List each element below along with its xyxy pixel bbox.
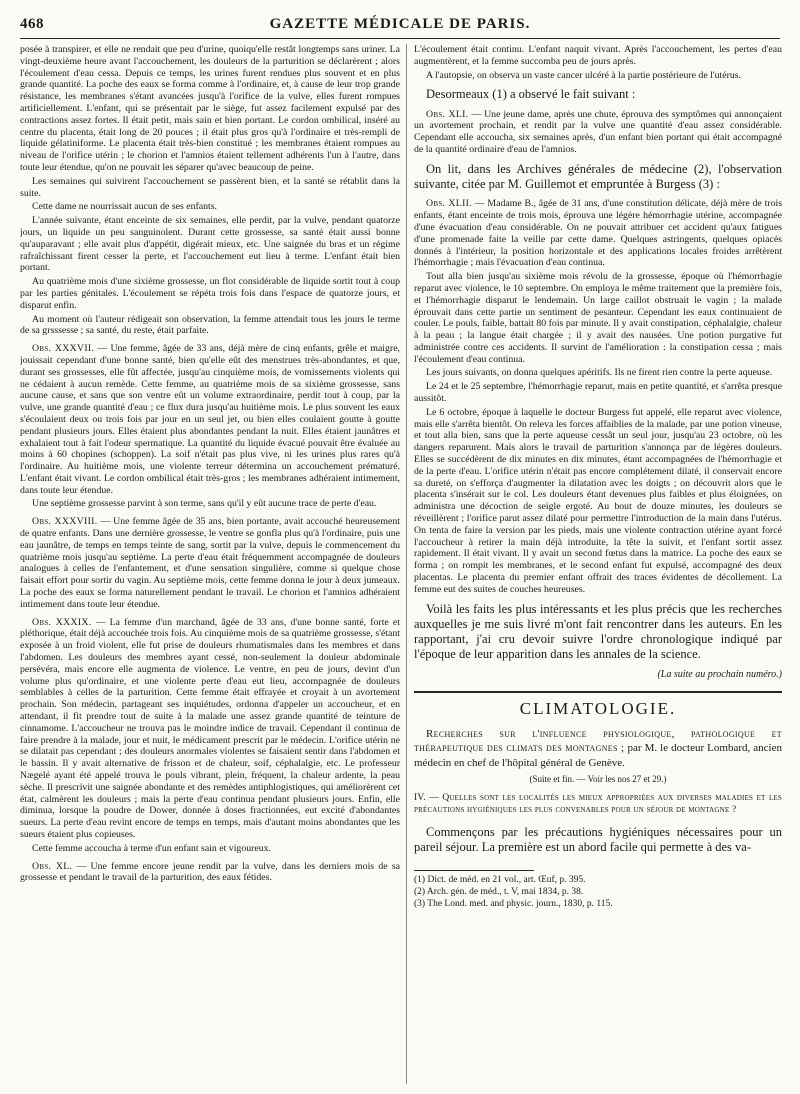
observation-text: Une septième grossesse parvint à son terme, sans qu'il y eût aucune trace de perte d'eau. xyxy=(32,498,377,510)
observation-text: — Une jeune dame, après une chute, éprouva des symptômes qui annonçaient un avortement prochain, et rendit par la vulve une quantité d'eau assez considérable. Cependant elle accoucha, six semaines après, d'un enfant bien portant qui était accompagné de la quantité ordinaire d'eau de l'amnios. xyxy=(414,108,782,156)
archives-intro: On lit, dans les Archives générales de médecine (2), l'observation suivante, citée par M. Guillemot et empruntée à Burgess (3) : xyxy=(414,161,782,192)
observation-text: — Madame B., âgée de 31 ans, d'une constitution délicate, déjà mère de trois enfants, étant enceinte de trois mois, éprouva une légère hémorrhagie utérine, accompagnée d'une évacuation d'eau considérable. On ne pouvait attribuer cet accident qu'aux fatigues d'une promenade faite la veille par cette dame. Quelques astringents, quelques opiacés donnés à l'intérieur, la position horizontale et des applications locales froides arrêtèrent l'hémorrhagie ; mais l'évacuation d'eau continua. xyxy=(414,198,782,269)
article-title-smallcaps: Recherches sur l'influence physiologique, pathologique et thérapeutique des climats des montagnes ; xyxy=(414,728,782,755)
footnote-rule xyxy=(414,870,534,871)
observation-continuation xyxy=(20,843,400,855)
paragraph: Le 24 et le 25 septembre, l'hémorrhagie reparut, mais en petite quantité, et s'arrêta presque aussitôt. xyxy=(414,381,782,405)
paragraph: Le 6 octobre, époque à laquelle le docteur Burgess fut appelé, elle reparut avec violence, mais elle s'arrêta bientôt. On releva les forces affaiblies de la malade, par une potion vineuse, et tout alla bien, sans que la perte aqueuse cessât un seul jour, jusqu'au 23 octobre, où les dangers reparurent. Mais alors le travail de parturition s'annonça par de légères douleurs. Elles se succédèrent de dix minutes en dix minutes, étant accompagnées de l'hémorrhagie et de la perte d'eau. L'orifice utérin n'était pas encore complétement dilaté, il conservait encore sa dureté, on s'efforça d'augmenter la dilatation avec les doigts ; on découvrit alors que le placenta s'insérait sur le col. Les douleurs étant devenues plus faibles et plus éloignées, on administra une décoction de seigle ergoté. Au bout de douze minutes, les douleurs se réveillèrent ; l'orifice parut assez dilaté pour permettre l'introduction de la main dans l'utérus. On tenta de faire la version par les pieds, mais une violente contraction utérine ayant forcé l'accoucheur à retirer la main déjà introduite, la tête la suivit, et l'enfant sortit assez rapidement. Il était vivant. Il y avait un second fœtus dans la matrice. La poche des eaux se forma ; on rompit les membranes, et le second enfant fut expulsé, accompagné des deux placentas. Le placenta du premier enfant offrait des traces évidentes de décollement. La femme eut des suites de couches heureuses. xyxy=(414,406,782,595)
paragraph: Tout alla bien jusqu'au sixième mois révolu de la grossesse, époque où l'hémorrhagie reparut avec violence, le 10 septembre. On employa le même traitement que la première fois, et l'hémorrhagie disparut le lendemain. Un large caillot obstruait le vagin ; la malade éprouvait dans cette partie un sentiment de pesanteur. Cependant les eaux continuaient de couler. Le pouls, faible, battait 80 fois par minute. Il y avait constipation, céphalalgie, chaleur à la peau ; la langue était chargée ; il y avait des nausées. Une potion purgative fut administrée contre ces accidents. Il survint de l'amélioration : la constipation cessa ; mais l'écoulement d'eau continua. xyxy=(414,271,782,365)
observation-xxxvii xyxy=(20,343,400,496)
section-title: CLIMATOLOGIE. xyxy=(519,698,677,718)
observation-label: Obs. XXXIX. xyxy=(32,616,92,628)
column-divider xyxy=(406,44,407,1084)
observation-continuation xyxy=(20,498,400,510)
paragraph: Au moment où l'auteur rédigeait son observation, la femme attendait tous les jours le terme de sa grsssesse ; sa santé, du reste, était parfaite. xyxy=(20,313,400,337)
conclusion-paragraph: Voilà les faits les plus intéressants et les plus précis que les recherches auxquelles je me suis livré m'ont fait rencontrer dans les auteurs. En les rapportant, j'ai cru devoir suivre l'ordre chronologique indiqué par l'époque de leur apparition dans les annales de la science. xyxy=(414,601,782,662)
footnote: (3) The Lond. med. and physic. journ., 1830, p. 115. xyxy=(414,898,613,909)
observation-xlii xyxy=(414,198,782,269)
observation-label: Obs. XLI. xyxy=(426,108,469,120)
observation-text: — Une femme encore jeune rendit par la vulve, dans les derniers mois de sa grossesse et pendant le travail de la parturition, des eaux fétides. xyxy=(20,860,400,884)
paragraph: L'écoulement était continu. L'enfant naquit vivant. Après l'accouchement, les pertes d'eau augmentèrent, et la femme succomba peu de jours après. xyxy=(414,44,782,67)
paragraph: Les jours suivants, on donna quelques apéritifs. Ils ne firent rien contre la perte aqueuse. xyxy=(426,367,773,379)
paragraph: Cette dame ne nourrissait aucun de ses enfants. xyxy=(32,201,217,213)
page-number: 468 xyxy=(20,16,44,32)
paragraph: Les semaines qui suivirent l'accouchement se passèrent bien, et la santé se rétablit dans la suite. xyxy=(20,175,400,199)
observation-xxxviii xyxy=(20,516,400,610)
observation-label: Obs. XXXVII. xyxy=(32,343,95,355)
to-be-continued-note: (La suite au prochain numéro.) xyxy=(657,668,782,680)
footnote: (1) Dict. de méd. en 21 vol., art. Œuf, p. 395. xyxy=(414,874,586,885)
left-column xyxy=(20,44,400,1084)
observation-text: — Une femme, âgée de 33 ans, déjà mère de cinq enfants, grêle et maigre, jouissait cependant d'une bonne santé, bien qu'elle eût des menstrues très-abondantes, et que, durant ses grossesses, elle fût affectée, jusqu'au cinquième mois, de vomissements violents qui ne cédaient à aucun remède. Cette femme, au quatrième mois de sa sixième grossesse, sans aucune cause, et sans que son ventre eût un volume extraordinaire, perdit tout à coup, par la vulve, une grande quantité d'eau ; ce flux dura jusqu'au huitième mois. Le plus souvent les eaux s'écoulaient deux ou trois fois par jour en un seul jet, ou bien elles coulaient goutte à goutte pendant plusieurs jours. Elles étaient plus abondantes pendant la nuit. Elles étaient jaunâtres et exhalaient tout à fait l'odeur spermatique. La quantité du liquide évacué pouvait être évaluée au moins à 60 chopines (schoppen). La soif n'était pas plus vive, ni les urines plus rares qu'à l'ordinaire. Au huitième mois, une violente terreur détermina un accouchement prématuré. L'enfant était vivant. Le cordon ombilical était très-gros ; les membranes adhéraient intimement, dans toute leur étendue. xyxy=(20,343,400,496)
subsection-heading: IV. — Quelles sont les localités les mieux appropriées aux diverses maladies et les précautions hygiéniques les plus convenables pour un séjour de montagne ? xyxy=(414,792,782,815)
right-column xyxy=(414,44,782,1084)
paragraph: L'année suivante, étant enceinte de six semaines, elle perdit, par la vulve, pendant quatorze jours, un liquide un peu sanguinolent. Durant cette grossesse, sa santé était aussi bonne qu'auparavant ; elle avait plus d'appétit, digérait mieux, etc. Une saignée du bras et un régime rafraîchissant firent cesser la perte, et l'accouchement eut lieu à terme. L'enfant était bien portant. xyxy=(20,215,400,274)
journal-title: GAZETTE MÉDICALE DE PARIS. xyxy=(269,16,531,32)
article-title xyxy=(414,727,782,770)
series-note: (Suite et fin. — Voir les nos 27 et 29.) xyxy=(529,774,667,785)
paragraph: Au quatrième mois d'une sixième grossesse, un flot considérable de liquide sortit tout à coup par les parties génitales. L'écoulement se répéta trois fois dans l'espace de quatorze jours, et disparut enfin. xyxy=(20,276,400,311)
observation-label: Obs. XLII. xyxy=(426,198,472,210)
observation-text: — La femme d'un marchand, âgée de 33 ans, d'une bonne santé, forte et pléthorique, était déjà accouchée trois fois. Au cinquième mois de sa quatrième grossesse, s'étant exposée à un froid violent, elle fut prise de douleurs rhumatismales dans les membres et dans l'abdomen. Les douleurs des membres ayant cessé, non-seulement la douleur abdominale persévéra, mais encore elle augmenta de violence. Le ventre, en peu de jours, devint d'un volume plus qu'ordinaire, et une violente perte d'eau eut lieu, accompagnée de douleurs semblables à celles de la parturition. Cette femme était effrayée et croyait à un avortement prochain. Son médecin, partageant ses inquiétudes, ordonna d'appeler un accoucheur, et en attendant, il fit prendre tout de suite à la malade une assez grande quantité de teinture de cinnamome. L'accoucheur ne trouva pas le moindre indice de travail. Cependant il continua de faire prendre à la malade, jour et nuit, le médicament prescrit par le médecin. L'orifice utérin ne se dilatait pas cependant ; des douleurs anormales violentes se faisaient sentir dans l'abdomen et le bassin. Il y avait alternative de frisson et de chaleur, soif, céphalalgie, etc. Le professeur Nægelé ayant été appelé trouva le pouls vibrant, plein, fréquent, la chaleur ardente, la peau sèche. Il prescrivit une saignée abondante et des remèdes antiphlogistiques, qui améliorèrent cet état, calmèrent les douleurs ; mais la perte d'eau continua pendant plusieurs jours. Enfin, elle diminua, lorsque la poudre de Dower, donnée à doses fractionnées, eut excité d'abondantes sueurs. La perte d'eau revint encore de temps en temps, mais d'autant moins abondantes que les sueurs étaient plus copieuses. xyxy=(20,616,400,840)
paragraph: posée à transpirer, et elle ne rendait que peu d'urine, quoiqu'elle restât longtemps sans uriner. La vingt-deuxième heure avant l'accouchement, les douleurs de la parturition se déclarèrent ; alors l'écoulement d'eau cessa. Depuis ce temps, les urines furent rendues plus souvent et en plus grande quantité. La poche des eaux se forma comme à l'ordinaire, et, à cause de leur trop grande résistance, les membranes s'étant avancées jusqu'à l'orifice de la vulve, elles furent rompues artificiellement. L'enfant, qui se présentait par le siège, fut assez facilement expulsé par des contractions assez fortes. Il était petit, mais sain et bien portant. Le cordon ombilical, inséré au centre du placenta, était long de 20 pouces ; il était plus gros qu'à l'ordinaire et très-rempli de liquide gélatiniforme. Le placenta était très-bien constitué ; les membranes étaient rompues au niveau de l'orifice utérin ; le chorion et l'amnios étaient tellement adhérents l'un à l'autre, dans toute leur étendue, qu'on ne pouvait les séparer qu'avec beaucoup de peine. xyxy=(20,44,400,173)
observation-xxxix xyxy=(20,617,400,841)
section-rule xyxy=(414,691,782,693)
observation-xli xyxy=(414,109,782,156)
footnote: (2) Arch. gén. de méd., t. V, mai 1834, p. 38. xyxy=(414,886,584,897)
paragraph: A l'autopsie, on observa un vaste cancer ulcéré à la partie postérieure de l'utérus. xyxy=(426,69,741,81)
observation-label: Obs. XXXVIII. xyxy=(32,516,98,528)
desormeaux-intro: Desormeaux (1) a observé le fait suivant : xyxy=(426,87,636,102)
observation-text: Cette femme accoucha à terme d'un enfant sain et vigoureux. xyxy=(32,842,271,854)
page-header xyxy=(20,14,780,39)
observation-xl xyxy=(20,861,400,885)
opening-paragraph: Commençons par les précautions hygiéniques nécessaires pour un pareil séjour. La première est un abord facile qui permette à des va- xyxy=(414,824,782,855)
observation-text: — Une femme âgée de 35 ans, bien portante, avait accouché heureusement de quatre enfants. Dans une dernière grossesse, le ventre se gonfla plus qu'à l'ordinaire, puis une eau jaunâtre, de temps en temps teinte de sang, sortit par la vulve, depuis le commencement du quatrième mois jusqu'au septième. La perte d'eau était fréquemment accompagnée de douleurs analogues à celles de l'enfantement, et d'une sensation singulière, comme si quelque chose faisait effort pour sortir du vagin. Au septième mois, cette femme donna le jour à deux jumeaux. La poche des eaux se forma naturellement pendant le travail. Le chorion et l'amnios adhéraient intimement dans toute leur étendue. xyxy=(20,516,400,610)
article-title-author: par M. le docteur Lombard, ancien médecin en chef de l'hôpital général de Genève. xyxy=(414,742,782,769)
observation-label: Obs. XL. xyxy=(32,860,73,872)
footnotes xyxy=(414,875,782,911)
